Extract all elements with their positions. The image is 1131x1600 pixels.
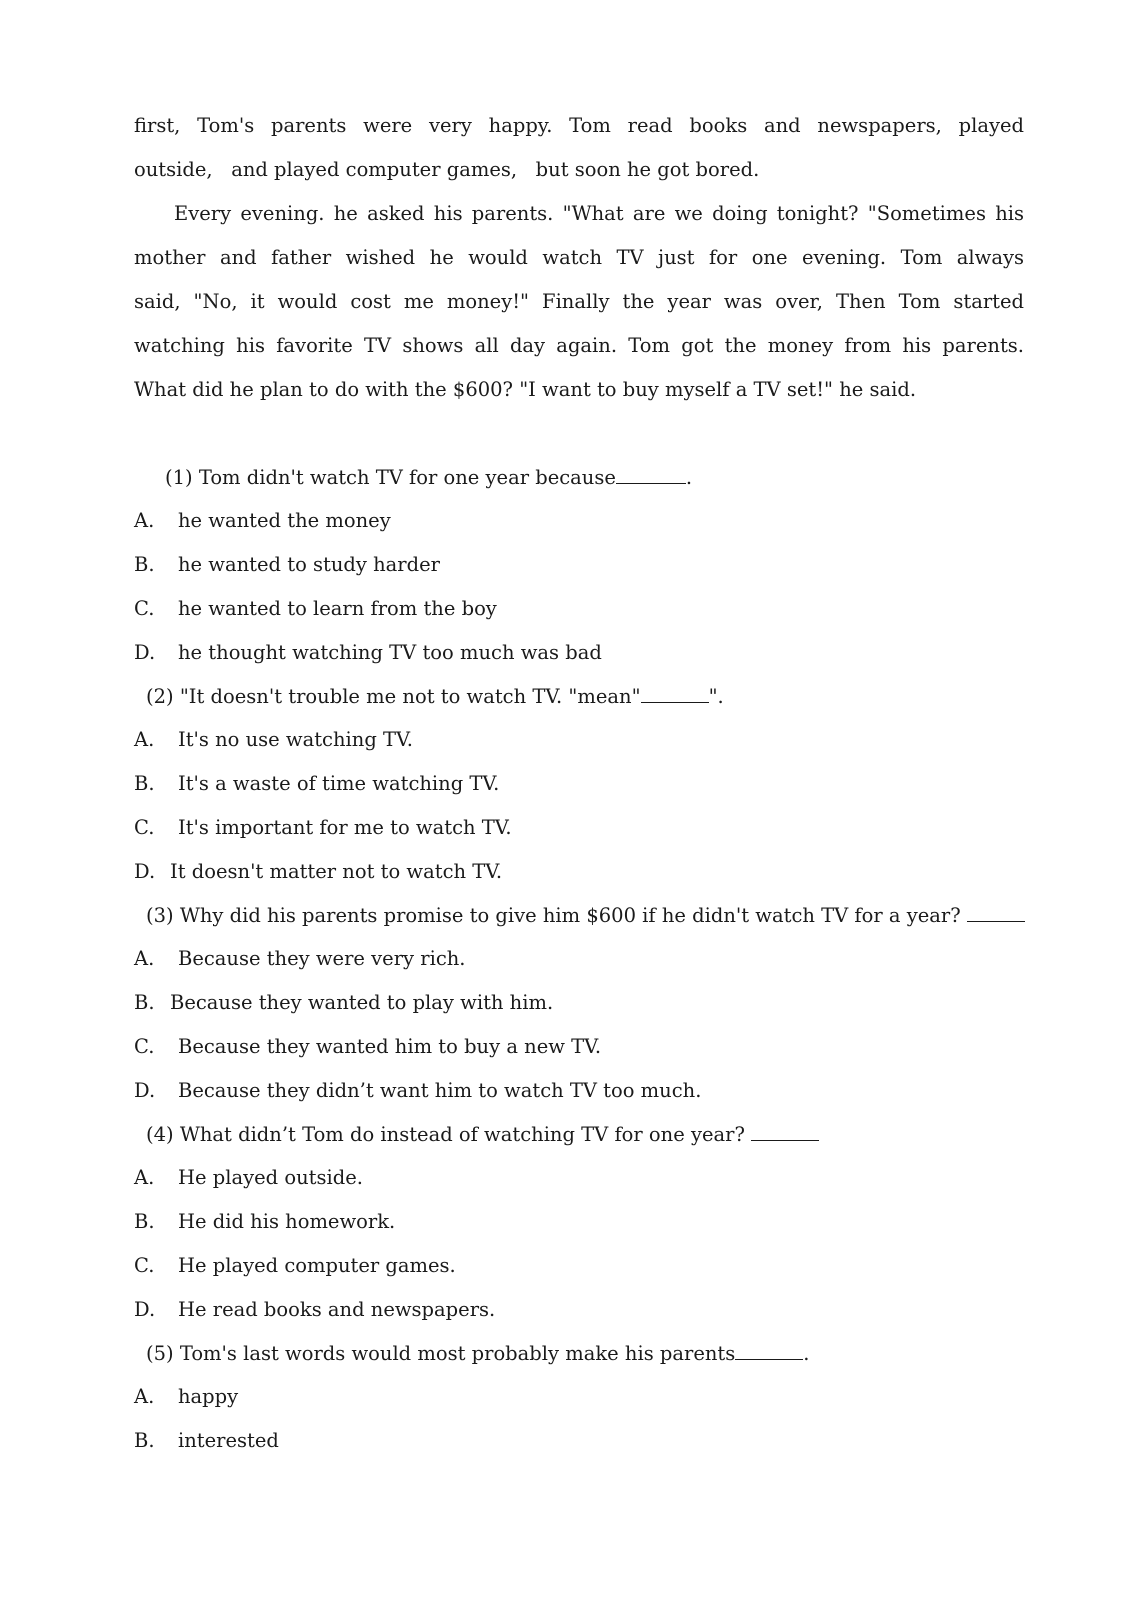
option-4b[interactable]: B. He did his homework. bbox=[134, 1210, 396, 1233]
option-3b[interactable]: B. Because they wanted to play with him. bbox=[134, 991, 554, 1014]
option-1d[interactable]: D. he thought watching TV too much was bad bbox=[134, 641, 602, 664]
passage-line: Every evening. he asked his parents. "What are we doing tonight? "Sometimes his bbox=[174, 202, 1024, 225]
answer-blank[interactable] bbox=[641, 684, 709, 703]
question-2-stem: (2) "It doesn't trouble me not to watch TV. "mean" ". bbox=[146, 685, 724, 708]
passage-line: first, Tom's parents were very happy. Tom read books and newspapers, played bbox=[134, 114, 1024, 137]
answer-blank[interactable] bbox=[751, 1122, 819, 1141]
option-3d[interactable]: D. Because they didn’t want him to watch TV too much. bbox=[134, 1079, 702, 1102]
option-2d[interactable]: D. It doesn't matter not to watch TV. bbox=[134, 860, 503, 883]
passage-line: watching his favorite TV shows all day again. Tom got the money from his parents. bbox=[134, 334, 1024, 357]
passage-line: mother and father wished he would watch TV just for one evening. Tom always bbox=[134, 246, 1024, 269]
option-1b[interactable]: B. he wanted to study harder bbox=[134, 553, 440, 576]
passage-line: said, "No, it would cost me money!" Finally the year was over, Then Tom started bbox=[134, 290, 1024, 313]
option-5a[interactable]: A. happy bbox=[134, 1385, 239, 1408]
option-5b[interactable]: B. interested bbox=[134, 1429, 279, 1452]
option-1c[interactable]: C. he wanted to learn from the boy bbox=[134, 597, 497, 620]
question-4-stem: (4) What didn’t Tom do instead of watching TV for one year? bbox=[146, 1122, 819, 1147]
option-3a[interactable]: A. Because they were very rich. bbox=[134, 947, 466, 970]
question-5-stem: (5) Tom's last words would most probably make his parents . bbox=[146, 1342, 810, 1365]
option-4a[interactable]: A. He played outside. bbox=[134, 1166, 363, 1189]
option-1a[interactable]: A. he wanted the money bbox=[134, 509, 391, 532]
answer-blank[interactable] bbox=[735, 1341, 803, 1360]
passage-line: What did he plan to do with the $600? "I want to buy myself a TV set!" he said. bbox=[134, 378, 917, 401]
answer-blank[interactable] bbox=[967, 903, 1025, 922]
passage-line: outside, and played computer games, but soon he got bored. bbox=[134, 158, 760, 181]
option-2a[interactable]: A. It's no use watching TV. bbox=[134, 728, 413, 751]
option-3c[interactable]: C. Because they wanted him to buy a new TV. bbox=[134, 1035, 602, 1058]
option-4d[interactable]: D. He read books and newspapers. bbox=[134, 1298, 496, 1321]
question-1-stem: (1) Tom didn't watch TV for one year because . bbox=[165, 466, 693, 489]
option-2b[interactable]: B. It's a waste of time watching TV. bbox=[134, 772, 500, 795]
option-2c[interactable]: C. It's important for me to watch TV. bbox=[134, 816, 512, 839]
question-3-stem: (3) Why did his parents promise to give him $600 if he didn't watch TV for a year? bbox=[146, 903, 1025, 928]
answer-blank[interactable] bbox=[616, 465, 686, 484]
option-4c[interactable]: C. He played computer games. bbox=[134, 1254, 456, 1277]
